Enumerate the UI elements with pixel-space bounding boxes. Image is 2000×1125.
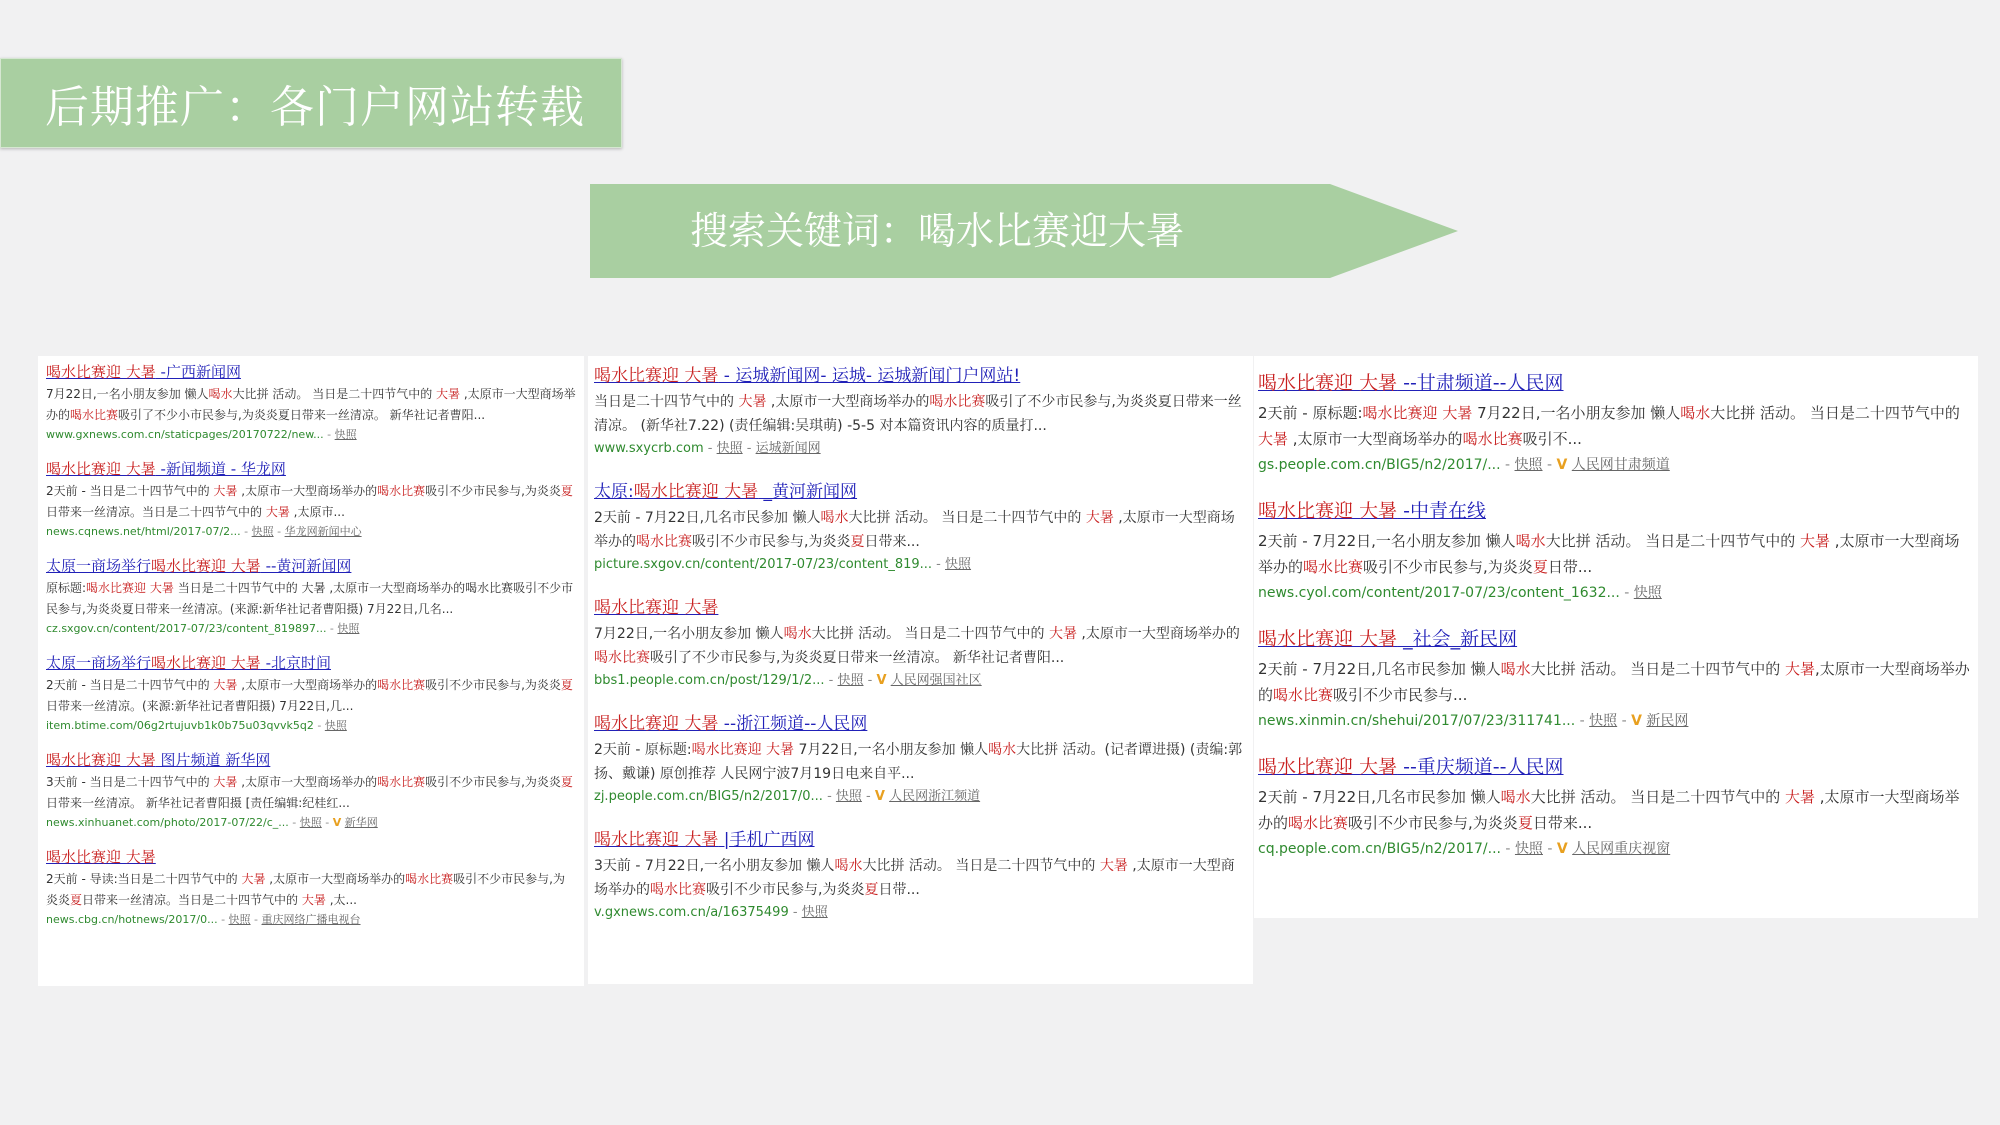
- text-segment: 大比拼 活动。 当日是二十四节气中的: [1710, 404, 1960, 422]
- snapshot-link[interactable]: 快照: [299, 816, 322, 829]
- slide-title: 后期推广：各门户网站转载: [45, 82, 585, 133]
- text-segment: -北京时间: [260, 654, 331, 672]
- result-title-link[interactable]: [594, 828, 1247, 852]
- keyword-highlight: 喝水比赛迎 大暑: [1362, 404, 1473, 422]
- result-title-link[interactable]: [1258, 754, 1972, 780]
- verified-v-icon: V: [1631, 713, 1642, 729]
- snapshot-link[interactable]: 快照: [337, 622, 360, 635]
- result-meta: [46, 620, 576, 638]
- text-segment: 日带...: [878, 882, 920, 898]
- search-result: [46, 459, 576, 541]
- result-title-link[interactable]: [46, 459, 576, 479]
- text-segment: ,太原市一大型商场举办的: [1258, 788, 1960, 832]
- result-meta: [1258, 710, 1972, 732]
- search-result: [1258, 626, 1972, 732]
- text-segment: ,太原市一大型商场举办的: [237, 484, 378, 498]
- result-url: bbs1.people.com.cn/post/129/1/2...: [594, 673, 825, 688]
- text-segment: ,太原市一大型商场举办的: [1258, 532, 1960, 576]
- search-result: [1258, 370, 1972, 476]
- search-result: [594, 480, 1247, 576]
- result-meta: [594, 786, 1247, 808]
- keyword-highlight: 喝水比赛: [70, 408, 119, 422]
- keyword-highlight: 喝水比赛: [377, 484, 426, 498]
- separator: -: [788, 905, 802, 920]
- text-segment: 大比拼 活动。(记者谭进摄) (责编:郭扬、戴谦) 原创推荐 人民网宁波7月19日电来自平...: [594, 742, 1243, 782]
- separator: -: [703, 441, 717, 456]
- result-description: [1258, 528, 1972, 580]
- text-segment: 3天前 - 当日是二十四节气中的: [46, 775, 214, 789]
- text-segment: ,太原市一大型商场举办的: [594, 858, 1235, 898]
- text-segment: 吸引不少市民参与,为炎炎: [425, 678, 561, 692]
- verified-v-icon: V: [874, 789, 885, 804]
- snapshot-link[interactable]: 快照: [945, 557, 972, 572]
- result-title-link[interactable]: [594, 596, 1247, 620]
- text-segment: 2天前 - 7月22日,几名市民参加 懒人: [1258, 788, 1501, 806]
- result-meta: [46, 717, 576, 735]
- text-segment: 当日是二十四节气中的 大暑 ,太原市一大型商场举办的喝水比赛吸引不少市民参与,为炎炎夏日带来一丝清凉。(来源:新华社记者曹阳摄) 7月22日,几名...: [46, 581, 574, 616]
- search-keyword-label: 搜索关键词：喝水比赛迎大暑: [690, 209, 1185, 253]
- search-result: [46, 653, 576, 735]
- result-description: [46, 675, 576, 717]
- source-link[interactable]: 华龙网新闻中心: [284, 525, 362, 538]
- result-title-link[interactable]: [46, 556, 576, 576]
- keyword-highlight: 夏: [1532, 558, 1548, 576]
- text-segment: 日带来一丝清凉。当日是二十四节气中的: [46, 505, 266, 519]
- separator: -: [240, 525, 252, 538]
- keyword-highlight: 夏: [560, 678, 573, 692]
- search-result: [46, 847, 576, 929]
- text-segment: 太原一商场举行: [46, 557, 152, 575]
- text-segment: 吸引了不少市民参与,为炎炎夏日带来一丝清凉。 新华社记者曹阳...: [650, 650, 1065, 666]
- text-segment: 原标题:: [46, 581, 87, 595]
- text-segment: -中青在线: [1397, 500, 1486, 522]
- keyword-highlight: 夏: [1517, 814, 1533, 832]
- result-description: [46, 578, 576, 620]
- text-segment: ,太原市一大型商场举办的: [766, 394, 930, 410]
- text-segment: 吸引不少市民参与...: [1333, 686, 1468, 704]
- text-segment: 吸引不少市民参与,为炎炎: [425, 775, 561, 789]
- keyword-highlight: 喝水: [820, 510, 849, 526]
- result-meta: [594, 670, 1247, 692]
- keyword-highlight: 大暑: [213, 484, 238, 498]
- result-url: cq.people.com.cn/BIG5/n2/2017/...: [1258, 841, 1501, 857]
- result-description: [594, 506, 1247, 554]
- text-segment: 2天前 - 当日是二十四节气中的: [46, 484, 214, 498]
- keyword-highlight: 大暑: [1099, 858, 1128, 874]
- keyword-highlight: 喝水比赛迎 大暑: [594, 830, 719, 850]
- source-link[interactable]: 人民网甘肃频道: [1571, 457, 1670, 473]
- keyword-highlight: 大暑: [436, 387, 461, 401]
- verified-v-icon: V: [1556, 841, 1568, 857]
- result-title-link[interactable]: [1258, 498, 1972, 524]
- text-segment: 7月22日,一名小朋友参加 懒人: [594, 626, 784, 642]
- keyword-highlight: 大暑: [213, 775, 238, 789]
- text-segment: 2天前 - 当日是二十四节气中的: [46, 678, 214, 692]
- search-results-panel-1: [38, 356, 584, 986]
- snapshot-link[interactable]: 快照: [1514, 841, 1543, 857]
- result-meta: [46, 814, 576, 832]
- text-segment: 吸引了不少市民参与,为炎炎夏日带来一丝清凉。 (新华社7.22) (责任编辑:吴琪萌) -5-5 对本篇资讯内容的质量打...: [594, 394, 1242, 434]
- separator: -: [1542, 841, 1557, 857]
- result-description: [594, 390, 1247, 438]
- snapshot-link[interactable]: 快照: [1589, 713, 1618, 729]
- keyword-highlight: 喝水比赛迎 大暑: [1258, 500, 1398, 522]
- text-segment: ,太原市一大型商场举办的: [1258, 660, 1970, 704]
- snapshot-link[interactable]: 快照: [1514, 457, 1543, 473]
- result-description: [1258, 400, 1972, 452]
- keyword-highlight: 夏: [70, 893, 83, 907]
- result-description: [46, 481, 576, 523]
- separator: -: [1619, 585, 1634, 601]
- text-segment: 日带来一丝清凉。(来源:新华社记者曹阳摄) 7月22日,几...: [46, 699, 354, 713]
- text-segment: 日带...: [1547, 558, 1593, 576]
- keyword-highlight: 喝水比赛迎 大暑: [633, 482, 759, 502]
- text-segment: 日带来一丝清凉。当日是二十四节气中的: [82, 893, 302, 907]
- text-segment: _黄河新闻网: [758, 482, 858, 502]
- keyword-highlight: 喝水比赛迎 大暑: [594, 714, 719, 734]
- text-segment: 吸引不少市民参与,为炎炎: [1348, 814, 1518, 832]
- keyword-highlight: 喝水比赛: [636, 534, 692, 550]
- snapshot-link[interactable]: 快照: [251, 525, 274, 538]
- keyword-highlight: 喝水比赛迎 大暑: [151, 557, 261, 575]
- keyword-highlight: 大暑: [301, 893, 326, 907]
- result-url: picture.sxgov.cn/content/2017-07/23/content_819...: [594, 557, 933, 572]
- result-title-link[interactable]: [46, 750, 576, 770]
- keyword-highlight: 喝水: [783, 626, 812, 642]
- text-segment: 7月22日,一名小朋友参加 懒人: [1472, 404, 1681, 422]
- text-segment: 2天前 - 原标题:: [1258, 404, 1363, 422]
- keyword-highlight: 大暑: [738, 394, 767, 410]
- source-link[interactable]: 运城新闻网: [755, 441, 821, 456]
- snapshot-link[interactable]: 快照: [837, 673, 864, 688]
- separator: -: [824, 673, 838, 688]
- keyword-highlight: 大暑: [1785, 788, 1816, 806]
- keyword-highlight: 喝水比赛迎 大暑: [1258, 756, 1398, 778]
- text-segment: ,太原市一大型商场举办的: [594, 510, 1235, 550]
- text-segment: _社会_新民网: [1397, 628, 1518, 650]
- search-result: [594, 364, 1247, 460]
- result-meta: [46, 911, 576, 929]
- result-title-link[interactable]: [594, 712, 1247, 736]
- text-segment: 大比拼 活动。 当日是二十四节气中的: [1530, 660, 1785, 678]
- search-result: [46, 750, 576, 832]
- result-meta: [1258, 582, 1972, 604]
- source-link[interactable]: 新华网: [344, 816, 378, 829]
- keyword-highlight: 喝水比赛: [405, 872, 454, 886]
- snapshot-link[interactable]: 快照: [716, 441, 743, 456]
- separator: -: [217, 913, 229, 926]
- text-segment: 7月22日,一名小朋友参加 懒人: [794, 742, 989, 758]
- text-segment: -广西新闻网: [155, 363, 241, 381]
- keyword-highlight: 大暑: [241, 872, 266, 886]
- result-meta: [1258, 838, 1972, 860]
- separator: -: [1500, 457, 1515, 473]
- result-title-link[interactable]: [46, 847, 576, 867]
- keyword-highlight: 喝水: [1500, 660, 1531, 678]
- text-segment: 大比拼 活动。 当日是二十四节气中的: [848, 510, 1086, 526]
- keyword-highlight: 喝水比赛迎 大暑: [151, 654, 261, 672]
- keyword-highlight: 大暑: [1800, 532, 1831, 550]
- keyword-highlight: 喝水比赛: [594, 650, 650, 666]
- source-link[interactable]: 人民网重庆视窗: [1572, 841, 1671, 857]
- keyword-highlight: 喝水比赛: [1303, 558, 1364, 576]
- text-segment: ,太原市一大型商场举办的: [237, 775, 378, 789]
- separator: -: [250, 913, 262, 926]
- text-segment: 3天前 - 7月22日,一名小朋友参加 懒人: [594, 858, 835, 874]
- text-segment: 吸引不少市民参与,为炎炎: [425, 484, 561, 498]
- keyword-highlight: 喝水: [988, 742, 1017, 758]
- text-segment: ,太原市...: [289, 505, 345, 519]
- result-description: [594, 738, 1247, 786]
- text-segment: --重庆频道--人民网: [1397, 756, 1564, 778]
- text-segment: --黄河新闻网: [260, 557, 352, 575]
- source-link[interactable]: 人民网浙江频道: [889, 789, 981, 804]
- text-segment: 当日是二十四节气中的: [594, 394, 739, 410]
- result-description: [46, 772, 576, 814]
- result-url: news.cbg.cn/hotnews/2017/0...: [46, 913, 218, 926]
- keyword-highlight: 喝水比赛迎 大暑: [594, 598, 719, 618]
- result-title-link[interactable]: [1258, 626, 1972, 652]
- text-segment: 太原一商场举行: [46, 654, 152, 672]
- search-result: [46, 362, 576, 444]
- result-meta: [594, 554, 1247, 576]
- keyword-highlight: 喝水比赛: [1273, 686, 1334, 704]
- keyword-highlight: 喝水: [1515, 532, 1546, 550]
- separator: -: [742, 441, 756, 456]
- result-title-link[interactable]: [46, 362, 576, 382]
- keyword-highlight: 喝水: [208, 387, 233, 401]
- keyword-highlight: 夏: [560, 775, 573, 789]
- result-description: [46, 869, 576, 911]
- text-segment: 大比拼 活动。 当日是二十四节气中的: [1545, 532, 1800, 550]
- separator: -: [861, 789, 875, 804]
- text-segment: 大比拼 活动。 当日是二十四节气中的: [232, 387, 437, 401]
- keyword-highlight: 喝水比赛迎 大暑: [86, 581, 174, 595]
- keyword-highlight: 喝水比赛: [1288, 814, 1349, 832]
- keyword-highlight: 喝水比赛: [377, 678, 426, 692]
- snapshot-link[interactable]: 快照: [228, 913, 251, 926]
- keyword-highlight: 喝水比赛迎 大暑: [1258, 372, 1398, 394]
- text-segment: 2天前 - 导读:当日是二十四节气中的: [46, 872, 242, 886]
- text-segment: ,太原市一大型商场举办的: [237, 678, 378, 692]
- source-link[interactable]: 重庆网络广播电视台: [261, 913, 361, 926]
- text-segment: - 运城新闻网- 运城- 运城新闻门户网站!: [718, 366, 1021, 386]
- result-title-link[interactable]: [1258, 370, 1972, 396]
- text-segment: ,太原市一大型商场举办的: [46, 387, 576, 422]
- separator: -: [932, 557, 946, 572]
- verified-v-icon: V: [332, 816, 342, 829]
- separator: -: [313, 719, 325, 732]
- result-url: news.cqnews.net/html/2017-07/2...: [46, 525, 241, 538]
- text-segment: 日带来...: [864, 534, 920, 550]
- result-url: news.xinmin.cn/shehui/2017/07/23/311741...: [1258, 713, 1576, 729]
- result-description: [594, 854, 1247, 902]
- result-url: news.cyol.com/content/2017-07/23/content_1632...: [1258, 585, 1620, 601]
- keyword-highlight: 喝水比赛: [929, 394, 986, 410]
- keyword-highlight: 夏: [850, 534, 865, 550]
- verified-v-icon: V: [876, 673, 887, 688]
- result-meta: [594, 438, 1247, 460]
- snapshot-link[interactable]: 快照: [1633, 585, 1662, 601]
- keyword-highlight: 喝水比赛迎 大暑: [594, 366, 719, 386]
- slide-title-banner: [0, 58, 622, 148]
- separator: -: [1575, 713, 1590, 729]
- text-segment: 太原:: [594, 482, 634, 502]
- result-meta: [594, 902, 1247, 924]
- text-segment: 大比拼 活动。 当日是二十四节气中的: [862, 858, 1100, 874]
- snapshot-link[interactable]: 快照: [334, 428, 357, 441]
- search-results-panel-3: [1254, 356, 1978, 918]
- text-segment: 吸引不少市民参与,为炎炎: [706, 882, 865, 898]
- separator: -: [1500, 841, 1515, 857]
- keyword-highlight: 喝水比赛: [650, 882, 706, 898]
- search-result: [594, 712, 1247, 808]
- result-url: www.gxnews.com.cn/staticpages/20170722/new...: [46, 428, 324, 441]
- result-description: [594, 622, 1247, 670]
- text-segment: 2天前 - 7月22日,几名市民参加 懒人: [594, 510, 821, 526]
- keyword-highlight: 喝水: [1680, 404, 1711, 422]
- text-segment: ,太...: [325, 893, 357, 907]
- keyword-highlight: 喝水比赛: [1462, 430, 1523, 448]
- result-url: v.gxnews.com.cn/a/16375499: [594, 905, 789, 920]
- keyword-highlight: 大暑: [1085, 510, 1114, 526]
- text-segment: ,太原市一大型商场举办的: [265, 872, 406, 886]
- text-segment: 大比拼 活动。 当日是二十四节气中的: [811, 626, 1049, 642]
- keyword-highlight: 夏: [560, 484, 573, 498]
- text-segment: 吸引不少市民参与,为炎炎: [46, 872, 565, 907]
- keyword-highlight: 大暑: [213, 678, 238, 692]
- separator: -: [863, 673, 877, 688]
- text-segment: 2天前 - 原标题:: [594, 742, 692, 758]
- keyword-highlight: 大暑: [1258, 430, 1289, 448]
- separator: -: [326, 622, 338, 635]
- result-url: cz.sxgov.cn/content/2017-07/23/content_819897...: [46, 622, 327, 635]
- result-url: news.xinhuanet.com/photo/2017-07/22/c_...: [46, 816, 289, 829]
- text-segment: 吸引了不少小市民参与,为炎炎夏日带来一丝清凉。 新华社记者曹阳...: [118, 408, 486, 422]
- text-segment: 吸引不...: [1522, 430, 1582, 448]
- result-url: zj.people.com.cn/BIG5/n2/2017/0...: [594, 789, 823, 804]
- keyword-highlight: 喝水比赛迎 大暑: [46, 848, 156, 866]
- text-segment: 日带来...: [1532, 814, 1593, 832]
- separator: -: [288, 816, 300, 829]
- source-link[interactable]: 新民网: [1646, 713, 1689, 729]
- snapshot-link[interactable]: 快照: [324, 719, 347, 732]
- search-result: [1258, 754, 1972, 860]
- result-description: [1258, 656, 1972, 708]
- result-url: gs.people.com.cn/BIG5/n2/2017/...: [1258, 457, 1501, 473]
- snapshot-link[interactable]: 快照: [801, 905, 828, 920]
- text-segment: 图片频道 新华网: [155, 751, 271, 769]
- keyword-highlight: 大暑: [1785, 660, 1816, 678]
- search-result: [46, 556, 576, 638]
- search-result: [1258, 498, 1972, 604]
- keyword-highlight: 喝水比赛迎 大暑: [1258, 628, 1398, 650]
- result-meta: [1258, 454, 1972, 476]
- result-url: www.sxycrb.com: [594, 441, 704, 456]
- search-keyword-arrow: [590, 184, 1458, 278]
- text-segment: 2天前 - 7月22日,几名市民参加 懒人: [1258, 660, 1501, 678]
- keyword-highlight: 喝水: [834, 858, 863, 874]
- result-title-link[interactable]: [46, 653, 576, 673]
- keyword-highlight: 喝水比赛迎 大暑: [46, 460, 156, 478]
- text-segment: 吸引不少市民参与,为炎炎: [692, 534, 851, 550]
- keyword-highlight: 喝水比赛: [377, 775, 426, 789]
- separator: -: [321, 816, 333, 829]
- result-description: [46, 384, 576, 426]
- keyword-highlight: 大暑: [1048, 626, 1077, 642]
- result-meta: [46, 426, 576, 444]
- keyword-highlight: 夏: [864, 882, 879, 898]
- keyword-highlight: 喝水: [1500, 788, 1531, 806]
- text-segment: --浙江频道--人民网: [718, 714, 868, 734]
- result-meta: [46, 523, 576, 541]
- result-url: item.btime.com/06g2rtujuvb1k0b75u03qvvk5q2: [46, 719, 314, 732]
- verified-v-icon: V: [1556, 457, 1568, 473]
- result-title-link[interactable]: [594, 364, 1247, 388]
- result-title-link[interactable]: [594, 480, 1247, 504]
- separator: -: [1542, 457, 1557, 473]
- separator: -: [1617, 713, 1632, 729]
- keyword-highlight: 大暑: [265, 505, 290, 519]
- text-segment: 7月22日,一名小朋友参加 懒人: [46, 387, 209, 401]
- source-link[interactable]: 人民网强国社区: [890, 673, 982, 688]
- text-segment: --甘肃频道--人民网: [1397, 372, 1564, 394]
- text-segment: -新闻频道 - 华龙网: [155, 460, 286, 478]
- text-segment: |手机广西网: [718, 830, 815, 850]
- search-result: [594, 596, 1247, 692]
- snapshot-link[interactable]: 快照: [835, 789, 862, 804]
- result-description: [1258, 784, 1972, 836]
- search-results-panel-2: [588, 356, 1253, 984]
- text-segment: 大比拼 活动。 当日是二十四节气中的: [1530, 788, 1785, 806]
- keyword-highlight: 喝水比赛迎 大暑: [691, 742, 795, 758]
- text-segment: 吸引不少市民参与,为炎炎: [1363, 558, 1533, 576]
- text-segment: ,太原市一大型商场举办的: [1288, 430, 1463, 448]
- separator: -: [822, 789, 836, 804]
- keyword-highlight: 喝水比赛迎 大暑: [46, 363, 156, 381]
- text-segment: 日带来一丝清凉。 新华社记者曹阳摄 [责任编辑:纪桂红...: [46, 796, 350, 810]
- text-segment: 2天前 - 7月22日,一名小朋友参加 懒人: [1258, 532, 1516, 550]
- separator: -: [323, 428, 335, 441]
- text-segment: ,太原市一大型商场举办的: [1076, 626, 1240, 642]
- separator: -: [273, 525, 285, 538]
- keyword-highlight: 喝水比赛迎 大暑: [46, 751, 156, 769]
- search-result: [594, 828, 1247, 924]
